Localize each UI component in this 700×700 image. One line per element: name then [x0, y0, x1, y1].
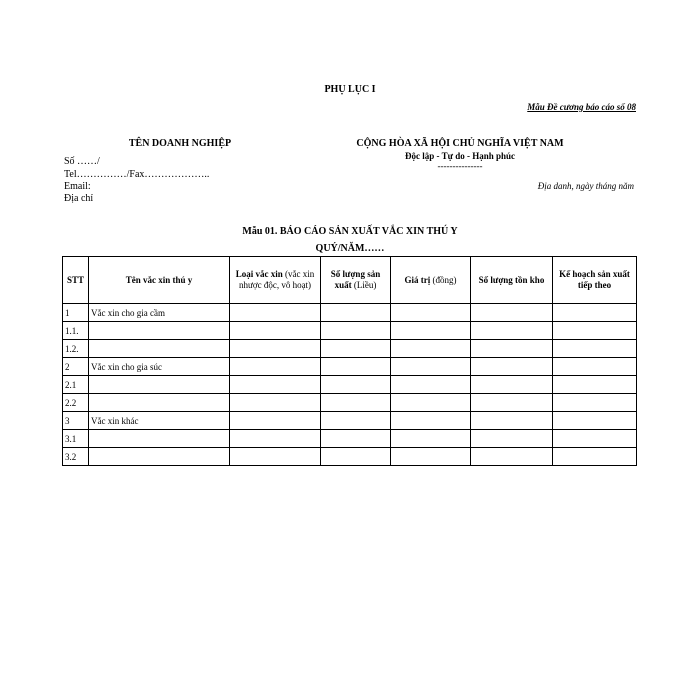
- row-stock-cell: [471, 376, 553, 394]
- row-vaccine-type-cell: [230, 340, 321, 358]
- row-plan-cell: [553, 412, 637, 430]
- row-plan-cell: [553, 448, 637, 466]
- row-quantity-cell: [321, 358, 391, 376]
- row-value-cell: [391, 358, 471, 376]
- row-stt-cell: 3.1: [63, 430, 89, 448]
- table-row: [63, 358, 637, 376]
- row-stt-cell: 2.1: [63, 376, 89, 394]
- row-quantity-cell: [321, 430, 391, 448]
- row-vaccine-name-cell: [89, 376, 230, 394]
- row-stock-cell: [471, 322, 553, 340]
- table-header-row: [63, 257, 637, 304]
- row-stock-cell: [471, 412, 553, 430]
- row-stt-cell: 1.1.: [63, 322, 89, 340]
- row-value-cell: [391, 430, 471, 448]
- row-quantity-cell: [321, 340, 391, 358]
- report-title: Mẫu 01. BÁO CÁO SẢN XUẤT VẮC XIN THÚ Y: [242, 226, 458, 237]
- row-plan-cell: [553, 430, 637, 448]
- row-vaccine-type-cell: [230, 376, 321, 394]
- header-value: Giá trị (đồng): [391, 257, 471, 304]
- row-plan-cell: [553, 394, 637, 412]
- row-stt-cell: 1: [63, 304, 89, 322]
- report-table: [62, 256, 637, 466]
- row-quantity-cell: [321, 304, 391, 322]
- row-quantity-cell: [321, 394, 391, 412]
- row-vaccine-type-cell: [230, 394, 321, 412]
- place-date-line: Địa danh, ngày tháng năm: [537, 181, 634, 191]
- row-vaccine-name-cell: Vắc xin cho gia cầm: [89, 304, 230, 322]
- republic-heading: CỘNG HÒA XÃ HỘI CHỦ NGHĨA VIỆT NAM: [356, 138, 564, 149]
- row-stt-cell: 2: [63, 358, 89, 376]
- table-row: [63, 430, 637, 448]
- table-row: [63, 304, 637, 322]
- row-vaccine-name-cell: [89, 394, 230, 412]
- row-stock-cell: [471, 304, 553, 322]
- header-stt: STT: [63, 257, 89, 304]
- row-stock-cell: [471, 448, 553, 466]
- table-row: [63, 322, 637, 340]
- row-stt-cell: 3.2: [63, 448, 89, 466]
- company-heading: TÊN DOANH NGHIỆP: [128, 138, 232, 149]
- row-value-cell: [391, 304, 471, 322]
- header-next-plan: Kế hoạch sản xuất tiếp theo: [553, 257, 637, 304]
- row-vaccine-name-cell: [89, 448, 230, 466]
- header-vaccine-name: Tên vắc xin thú y: [89, 257, 230, 304]
- row-stock-cell: [471, 340, 553, 358]
- table-body: [63, 304, 637, 466]
- row-plan-cell: [553, 322, 637, 340]
- row-value-cell: [391, 448, 471, 466]
- row-vaccine-name-cell: [89, 340, 230, 358]
- email-field: Email:: [64, 181, 91, 192]
- row-stt-cell: 1.2.: [63, 340, 89, 358]
- row-stock-cell: [471, 394, 553, 412]
- row-vaccine-type-cell: [230, 322, 321, 340]
- document-number-field: Số ……/: [64, 156, 100, 167]
- report-period: QUÝ/NĂM……: [315, 243, 385, 254]
- row-value-cell: [391, 376, 471, 394]
- tel-fax-field: Tel……………/Fax………………..: [64, 169, 210, 180]
- row-vaccine-type-cell: [230, 430, 321, 448]
- table-row: [63, 376, 637, 394]
- address-field: Địa chỉ: [64, 193, 94, 204]
- row-vaccine-type-cell: [230, 412, 321, 430]
- row-vaccine-type-cell: [230, 448, 321, 466]
- motto-divider: ---------------: [437, 161, 483, 171]
- row-quantity-cell: [321, 412, 391, 430]
- row-vaccine-name-cell: [89, 322, 230, 340]
- row-vaccine-name-cell: [89, 430, 230, 448]
- row-value-cell: [391, 322, 471, 340]
- table-row: [63, 448, 637, 466]
- header-production-quantity: Số lượng sản xuất (Liều): [321, 257, 391, 304]
- header-vaccine-type: Loại vắc xin (vắc xin nhược độc, vô hoạt): [230, 257, 321, 304]
- row-plan-cell: [553, 358, 637, 376]
- row-value-cell: [391, 412, 471, 430]
- row-plan-cell: [553, 376, 637, 394]
- row-stock-cell: [471, 358, 553, 376]
- row-vaccine-type-cell: [230, 358, 321, 376]
- appendix-title: PHỤ LỤC I: [324, 84, 376, 95]
- row-stt-cell: 3: [63, 412, 89, 430]
- row-vaccine-name-cell: Vắc xin cho gia súc: [89, 358, 230, 376]
- row-quantity-cell: [321, 322, 391, 340]
- row-quantity-cell: [321, 448, 391, 466]
- header-stock-quantity: Số lượng tồn kho: [471, 257, 553, 304]
- row-value-cell: [391, 340, 471, 358]
- row-vaccine-name-cell: Vắc xin khác: [89, 412, 230, 430]
- form-code: Mẫu Đề cương báo cáo số 08: [527, 102, 636, 112]
- row-stt-cell: 2.2: [63, 394, 89, 412]
- row-vaccine-type-cell: [230, 304, 321, 322]
- row-plan-cell: [553, 340, 637, 358]
- row-plan-cell: [553, 304, 637, 322]
- row-value-cell: [391, 394, 471, 412]
- row-stock-cell: [471, 430, 553, 448]
- table-row: [63, 340, 637, 358]
- table-row: [63, 412, 637, 430]
- row-quantity-cell: [321, 376, 391, 394]
- table-row: [63, 394, 637, 412]
- national-motto: Độc lập - Tự do - Hạnh phúc: [404, 151, 515, 161]
